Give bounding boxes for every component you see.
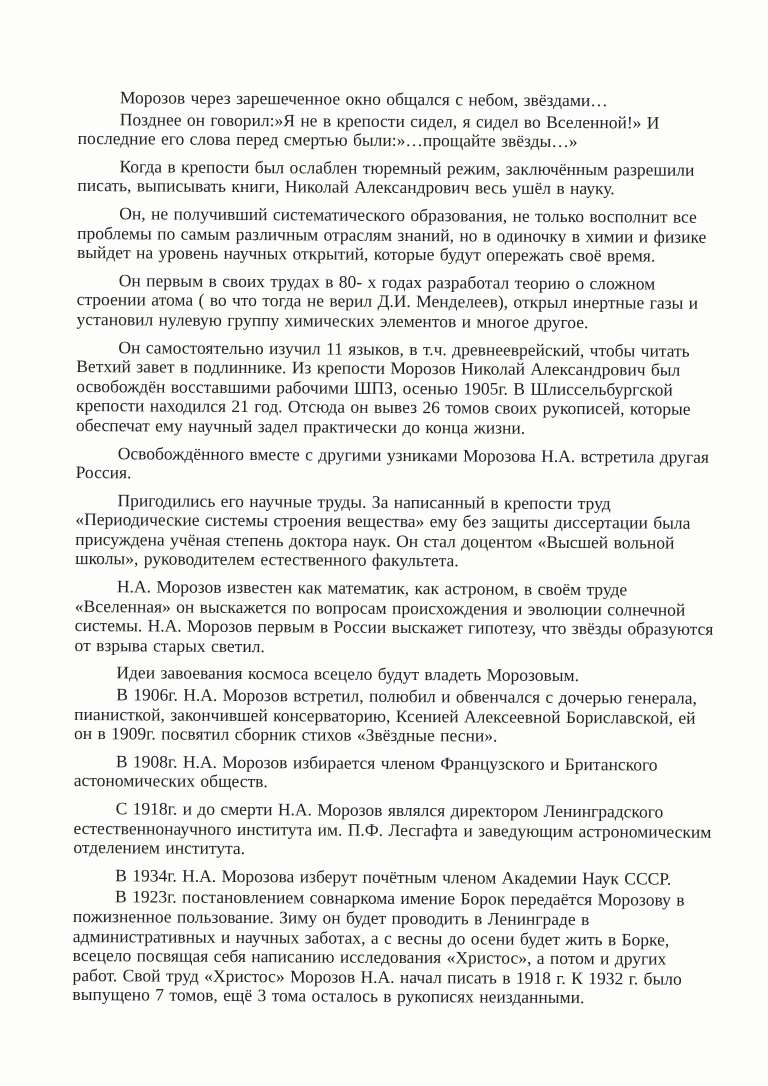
paragraph-9: Н.А. Морозов известен как математик, как астроном, в своём труде «Вселенная» он выскажется по вопросам происхождения и эволюции солнечной системы. Н.А. Морозов первым в России выскажет гипотезу, что звёзды образуются от взрыва старых светил. [74, 576, 714, 656]
paragraph-7: Освобождённого вместе с другими узниками Морозова Н.А. встретила другая Россия. [75, 442, 710, 483]
paragraph-12: В 1908г. Н.А. Морозов избирается членом Французского и Британского астономических обществ. [73, 751, 658, 792]
paragraph-5: Он первым в своих трудах в 80- х годах разработал теорию о сложном строении атома ( во что тогда не верил Д.И. Менделеев), открыл инертные газы и установил нулевую группу химических элементов и многое другое. [76, 270, 699, 333]
paragraph-1: Морозов через зарешеченное окно общался с небом, звёздами… [119, 87, 608, 111]
document-body [72, 88, 718, 1017]
paragraph-3: Когда в крепости был ослаблен тюремный режим, заключённым разрешили писать, выписывать книги, Николай Александрович весь ушёл в науку. [77, 156, 695, 199]
paragraph-4: Он, не получивший систематического образования, не только восполнит все проблемы по самым различным отраслям знаний, но в одиночку в химии и физике выйдет на уровень научных открытий, которые будут опережать своё время. [76, 203, 707, 266]
paragraph-11: В 1906г. Н.А. Морозов встретил, полюбил и обвенчался с дочерью генерала, пианисткой, закончившей консерваторию, Ксенией Алексеевной Бориславской, ей он в 1909г. посвятил сборник стихов «Звёздные песни». [73, 684, 698, 746]
paragraph-15: В 1923г. постановлением совнаркома имение Борок передаётся Морозову в пожизненное пользование. Зиму он будет проводить в Ленинграде в административных и научных заботах, а с весны до осени будет жить в Борке, всецело посвящая себя написанию исследования «Христос», а потом и других работ. Свой труд «Христос» Морозов Н.А. начал писать в 1918 г. К 1932 г. было выпущено 7 томов, ещё 3 тома осталось в рукописях неизданными. [72, 886, 685, 1008]
paragraph-8: Пригодились его научные труды. За написанный в крепости труд «Периодические системы строения вещества» ему без защиты диссертации была присуждена учёная степень доктора наук. Он стал доцентом «Высшей вольной школы», руководителем естественного факультета. [75, 489, 691, 571]
paragraph-6: Он самостоятельно изучил 11 языков, в т.ч. древнееврейский, чтобы читать Ветхий завет в подлиннике. Из крепости Морозов Николай Александрович был освобождён восставшими рабочими ШПЗ, осенью 1905г. В Шлиссельбургской крепости находился 21 год. Отсюда он вывез 26 томов своих рукописей, которые обеспечат ему научный задел практически до конца жизни. [75, 336, 691, 438]
paragraph-2: Позднее он говорил:»Я не в крепости сидел, я сидел во Вселенной!» И последние его слова перед смертью были:»…прощайте звёзды…» [77, 108, 660, 152]
paragraph-14: В 1934г. Н.А. Морозова изберут почётным членом Академии Наук СССР. [115, 865, 672, 889]
paragraph-13: С 1918г. и до смерти Н.А. Морозов являлся директором Ленинградского естественнонаучного института им. П.Ф. Лесгафта и заведующим астрономическим отделением института. [73, 798, 712, 859]
paragraph-10: Идеи завоевания космоса всецело будут владеть Морозовым. [116, 662, 580, 686]
